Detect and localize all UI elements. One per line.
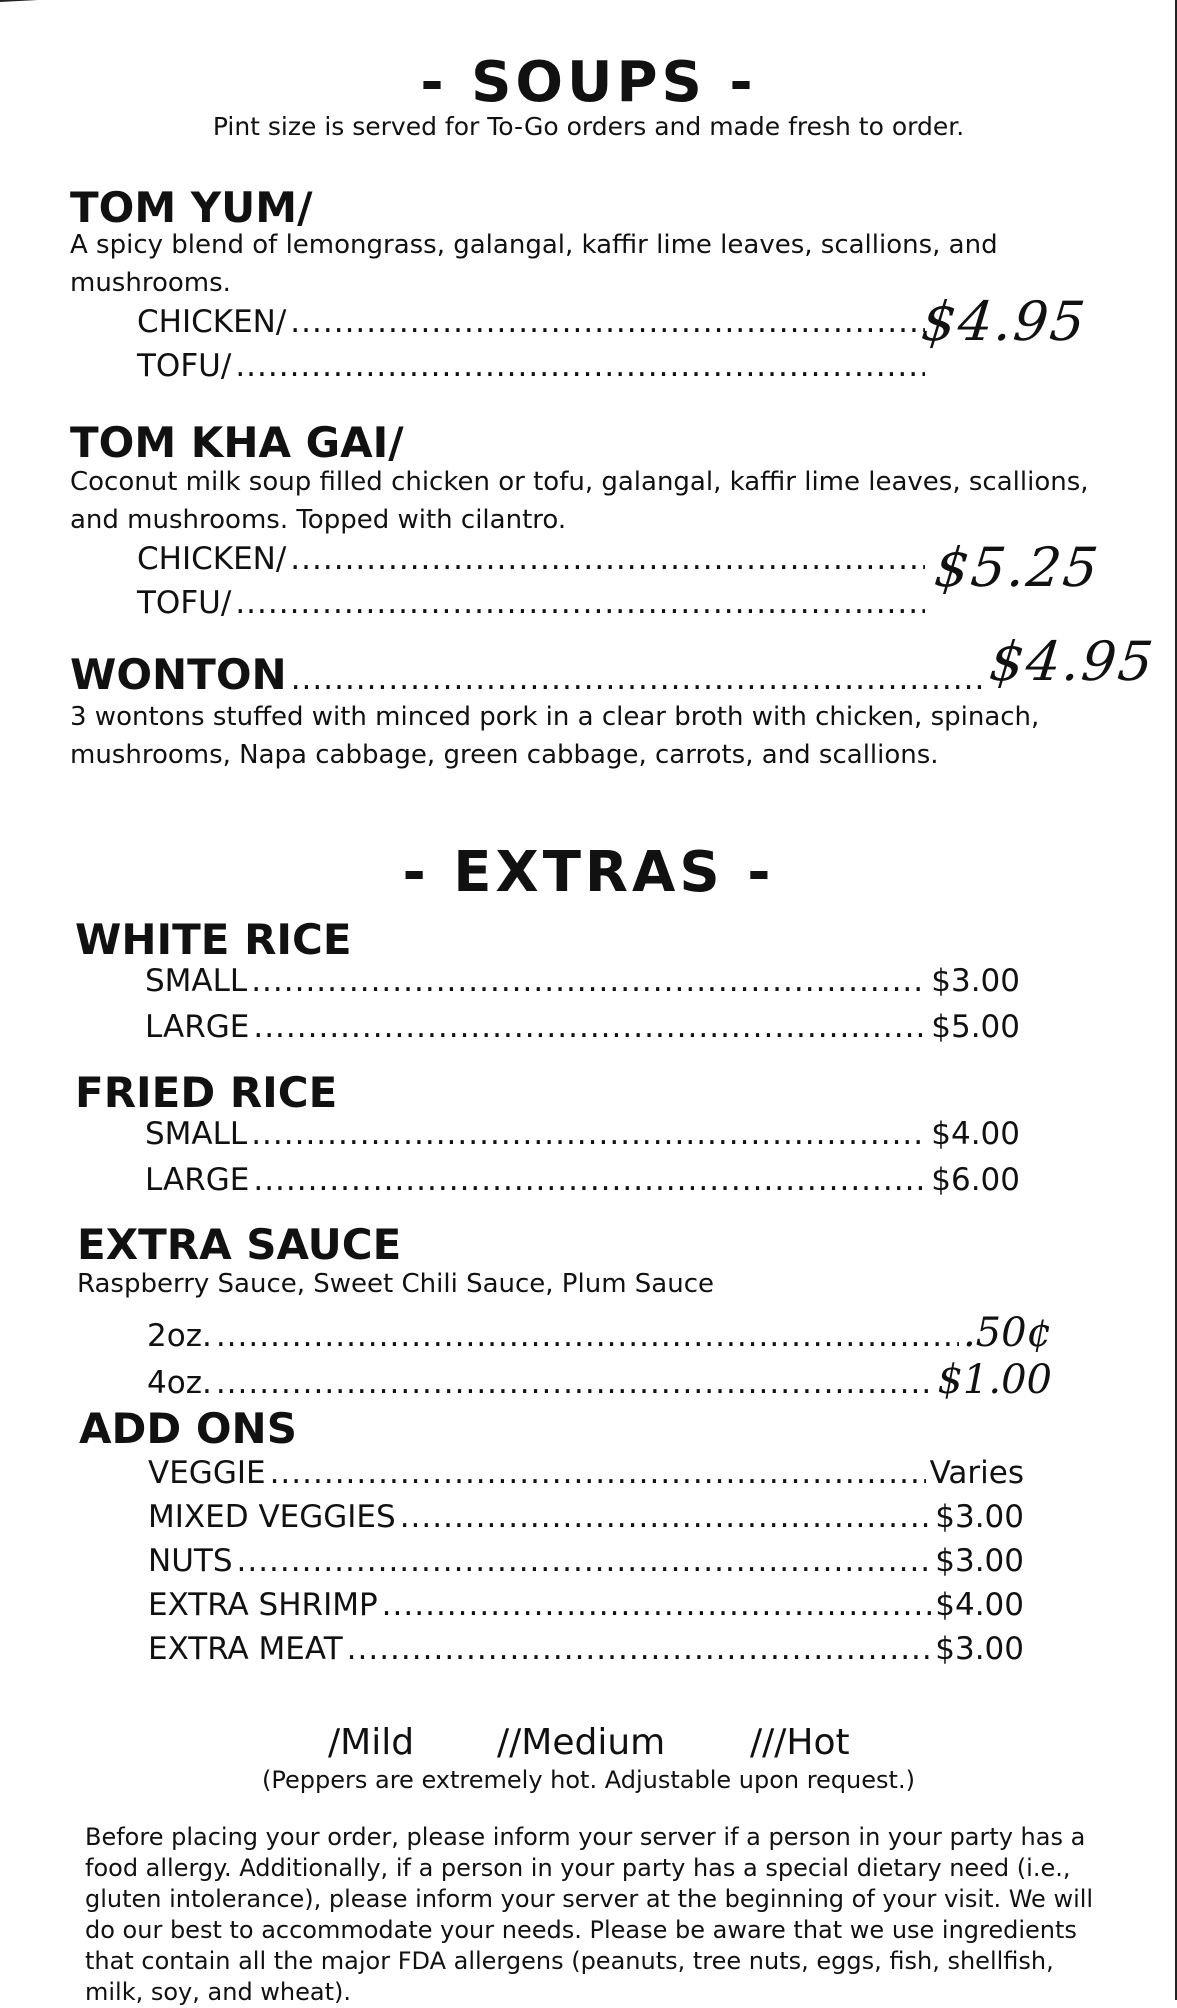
scan-mark — [0, 0, 40, 2]
tom-yum-option-chicken — [137, 304, 929, 340]
size-label: LARGE — [145, 1009, 250, 1045]
wonton-row — [70, 650, 990, 699]
tom-yum-description: A spicy blend of lemongrass, galangal, kaffir lime leaves, scallions, and mushrooms. — [70, 230, 998, 298]
leader-dots — [237, 1543, 932, 1579]
extra-sauce-4oz — [147, 1357, 1052, 1403]
leader-dots — [382, 1587, 932, 1623]
wonton-price: $4.95 — [986, 630, 1158, 693]
price: $3.00 — [935, 1543, 1024, 1579]
leader-dots — [216, 1318, 959, 1354]
leader-dots — [400, 1499, 932, 1535]
tom-yum-option-tofu — [137, 348, 929, 384]
leader-dots — [235, 585, 925, 621]
legend-hot: ///Hot — [750, 1722, 850, 1763]
size-label: 4oz. — [147, 1365, 212, 1401]
legend-note: (Peppers are extremely hot. Adjustable upon request.) — [262, 1766, 915, 1794]
legend-mild: /Mild — [328, 1722, 415, 1763]
handwritten-price: $1.00 — [937, 1357, 1052, 1403]
leader-dots — [290, 541, 925, 577]
fried-rice-small — [145, 1116, 1020, 1152]
soups-heading: - SOUPS - — [420, 50, 757, 115]
white-rice-large — [145, 1009, 1020, 1045]
extra-sauce-name: EXTRA SAUCE — [77, 1220, 402, 1269]
price: $4.00 — [935, 1587, 1024, 1623]
item-label: MIXED VEGGIES — [148, 1499, 396, 1535]
size-label: SMALL — [145, 963, 248, 999]
extras-heading: - EXTRAS - — [402, 840, 775, 905]
option-label: CHICKEN/ — [137, 541, 287, 577]
price: $5.00 — [931, 1009, 1020, 1045]
size-label: LARGE — [145, 1162, 250, 1198]
extra-sauce-2oz — [147, 1310, 1052, 1356]
item-label: VEGGIE — [148, 1455, 266, 1491]
leader-dots — [291, 661, 986, 697]
price: $3.00 — [931, 963, 1020, 999]
handwritten-price: .50¢ — [962, 1310, 1052, 1356]
tom-kha-gai-price: $5.25 — [931, 536, 1103, 599]
size-label: SMALL — [145, 1116, 248, 1152]
leader-dots — [251, 1116, 927, 1152]
leader-dots — [253, 1162, 927, 1198]
leader-dots — [347, 1631, 932, 1667]
leader-dots — [216, 1365, 934, 1401]
tom-kha-gai-option-tofu — [137, 585, 929, 621]
fried-rice-name: FRIED RICE — [75, 1068, 338, 1117]
tom-yum-price: $4.95 — [918, 290, 1090, 353]
tom-kha-gai-name: TOM KHA GAI/ — [70, 418, 404, 467]
item-label: NUTS — [148, 1543, 233, 1579]
leader-dots — [290, 304, 925, 340]
tom-kha-gai-option-chicken — [137, 541, 929, 577]
leader-dots — [251, 963, 927, 999]
white-rice-name: WHITE RICE — [75, 915, 352, 964]
add-on-extra-meat — [148, 1631, 1024, 1667]
extra-sauce-description: Raspberry Sauce, Sweet Chili Sauce, Plum Sauce — [77, 1269, 714, 1299]
legend-medium: //Medium — [497, 1722, 666, 1763]
item-label: EXTRA SHRIMP — [148, 1587, 378, 1623]
size-label: 2oz. — [147, 1318, 212, 1354]
wonton-name: WONTON — [70, 650, 287, 699]
price: $4.00 — [931, 1116, 1020, 1152]
price: $6.00 — [931, 1162, 1020, 1198]
leader-dots — [253, 1009, 927, 1045]
option-label: CHICKEN/ — [137, 304, 287, 340]
add-on-mixed-veggies — [148, 1499, 1024, 1535]
tom-kha-gai-description: Coconut milk soup filled chicken or tofu, galangal, kaffir lime leaves, scallions, and mushrooms. Topped with cilantro. — [70, 467, 1089, 535]
fried-rice-large — [145, 1162, 1020, 1198]
option-label: TOFU/ — [137, 585, 232, 621]
tom-yum-name: TOM YUM/ — [70, 183, 313, 232]
add-ons-name: ADD ONS — [79, 1404, 297, 1453]
price: $3.00 — [935, 1631, 1024, 1667]
soups-subtitle: Pint size is served for To-Go orders and made fresh to order. — [212, 112, 965, 141]
add-on-extra-shrimp — [148, 1587, 1024, 1623]
allergen-notice: Before placing your order, please inform your server if a person in your party has a food allergy. Additionally, if a person in your party has a special dietary need (i.e., gluten intolerance), please inform your server at the beginning of your visit. We will do our best to accommodate your needs. Please be aware that we use ingredients that contain all the major FDA allergens (peanuts, tree nuts, eggs, fish, shellfish, milk, soy, and wheat). — [85, 1823, 1094, 2006]
leader-dots — [235, 348, 925, 384]
price: Varies — [929, 1455, 1024, 1491]
add-on-nuts — [148, 1543, 1024, 1579]
price: $3.00 — [935, 1499, 1024, 1535]
leader-dots — [270, 1455, 926, 1491]
wonton-description: 3 wontons stuffed with minced pork in a clear broth with chicken, spinach, mushrooms, Napa cabbage, green cabbage, carrots, and scallions. — [70, 702, 1040, 770]
white-rice-small — [145, 963, 1020, 999]
item-label: EXTRA MEAT — [148, 1631, 343, 1667]
option-label: TOFU/ — [137, 348, 232, 384]
add-on-veggie — [148, 1455, 1024, 1491]
